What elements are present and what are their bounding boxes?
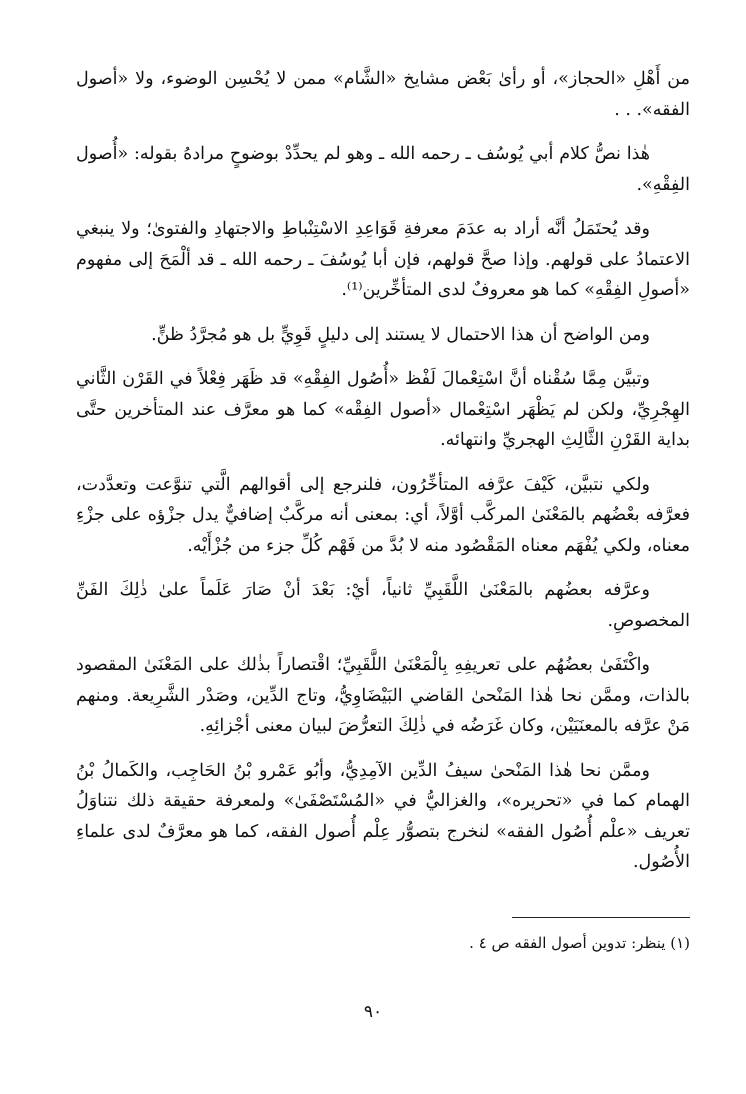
- paragraph-5: وتبيَّن مِمَّا سُقْناه أنَّ اسْتِعْمالَ لَفْظ «أُصُول الفِقْهِ» قد ظَهَر فِعْلاً في القَرْن الثَّاني الهِجْرِيِّ، ولكن لم يَظْهَر اسْتِعْمال «أصول الفِقْه» كما هو معرَّف عند المتأخرين حتَّى بداية القَرْنِ الثَّالِثِ الهجريِّ وانتهائه.: [76, 369, 690, 450]
- paragraph-6: ولكي نتبيَّن، كَيْفَ عرَّفه المتأخِّرُون، فلنرجع إلى أقوالهم الَّتي تنوَّعت وتعدَّدت، فعرَّفه بعْضُهم بالمَعْنَىٰ المركَّب أوَّلاً، أي: بمعنى أنه مركَّبٌ إضافيٌّ يدل جزْؤه على جزْءِ معناه، ولكي يُفْهَم معناه المَقْصُود منه لا بُدَّ من فَهْم كُلِّ جزء من جُزْأَيْه.: [76, 474, 690, 556]
- footnote: (١) ينظر: تدوين أصول الفقه ص ٤ .: [469, 934, 690, 952]
- page-number: ٩٠: [363, 1002, 383, 1022]
- paragraph-2: هٰذا نصُّ كلام أبي يُوسُف ـ رحمه الله ـ وهو لم يحدِّدْ بوضوحٍ مرادهُ بقوله: «أُصول الفِقْهِ».: [76, 144, 690, 195]
- paragraph-3: وقد يُحتَمَلُ أنَّه أراد به عدَمَ معرفةِ قَوَاعِدِ الاسْتِنْباطِ والاجتهادِ والفتوىٰ؛ ولا ينبغي الاعتمادُ على قولهم. وإذا صحَّ قولهم، فإن أبا يُوسُفَ ـ رحمه الله ـ قد ألْمَحَ إلى مفهوم «أصولِ الفِقْهِ» كما هو معروفٌ لدى المتأخِّرين⁽¹⁾.: [76, 219, 690, 300]
- paragraph-9: وممَّن نحا هٰذا المَنْحىٰ سيفُ الدِّين الآمِدِيُّ، وأبُو عَمْرو بْنُ الحَاجِب، والكَمالُ بْنُ الهمام كما في «تحريره»، والغزاليُّ في «المُسْتَصْفَىٰ» ولمعرفة حقيقة ذلك نتناوَلُ تعريف «علْم أُصُول الفقه» لنخرج بتصوُّر عِلْم أُصول الفقه، كما هو معرَّفٌ لدى علماءِ الأُصُول.: [76, 760, 690, 872]
- paragraph-7: وعرَّفه بعضُهم بالمَعْنَىٰ اللَّقَبِيِّ ثانياً، أيْ: بَعْدَ أنْ صَارَ عَلَماً علىٰ ذٰلِكَ الفَنِّ المخصوصِ.: [76, 580, 690, 631]
- paragraph-1: من أَهْلِ «الحجاز»، أو رأىٰ بَعْض مشايخ «الشَّام» ممن لا يُحْسِن الوضوء، ولا «أصول الفقه». . .: [76, 69, 690, 120]
- footnote-divider: [512, 917, 690, 918]
- page-body: [76, 64, 690, 892]
- paragraph-8: واكْتَفَىٰ بعضُهُم على تعريفِهِ بِالْمَعْنَىٰ اللَّقَبِيِّ؛ اقْتصاراً بذٰلك على المَعْنَىٰ المقصود بالذات، وممَّن نحا هٰذا المَنْحىٰ القاضي البَيْضَاوِيُّ، وتاج الدِّين، وصَدْر الشَّرِيعة. ومنهم مَنْ عرَّفه بالمعنَيَيْن، وكان غَرَضُه في ذٰلِكَ التعرُّضَ لبيان معنى أجْزائِهِ.: [76, 655, 690, 736]
- paragraph-4: ومن الواضح أن هذا الاحتمال لا يستند إلى دليلٍ قَوِيٍّ بل هو مُجرَّدُ ظنٍّ.: [151, 324, 650, 345]
